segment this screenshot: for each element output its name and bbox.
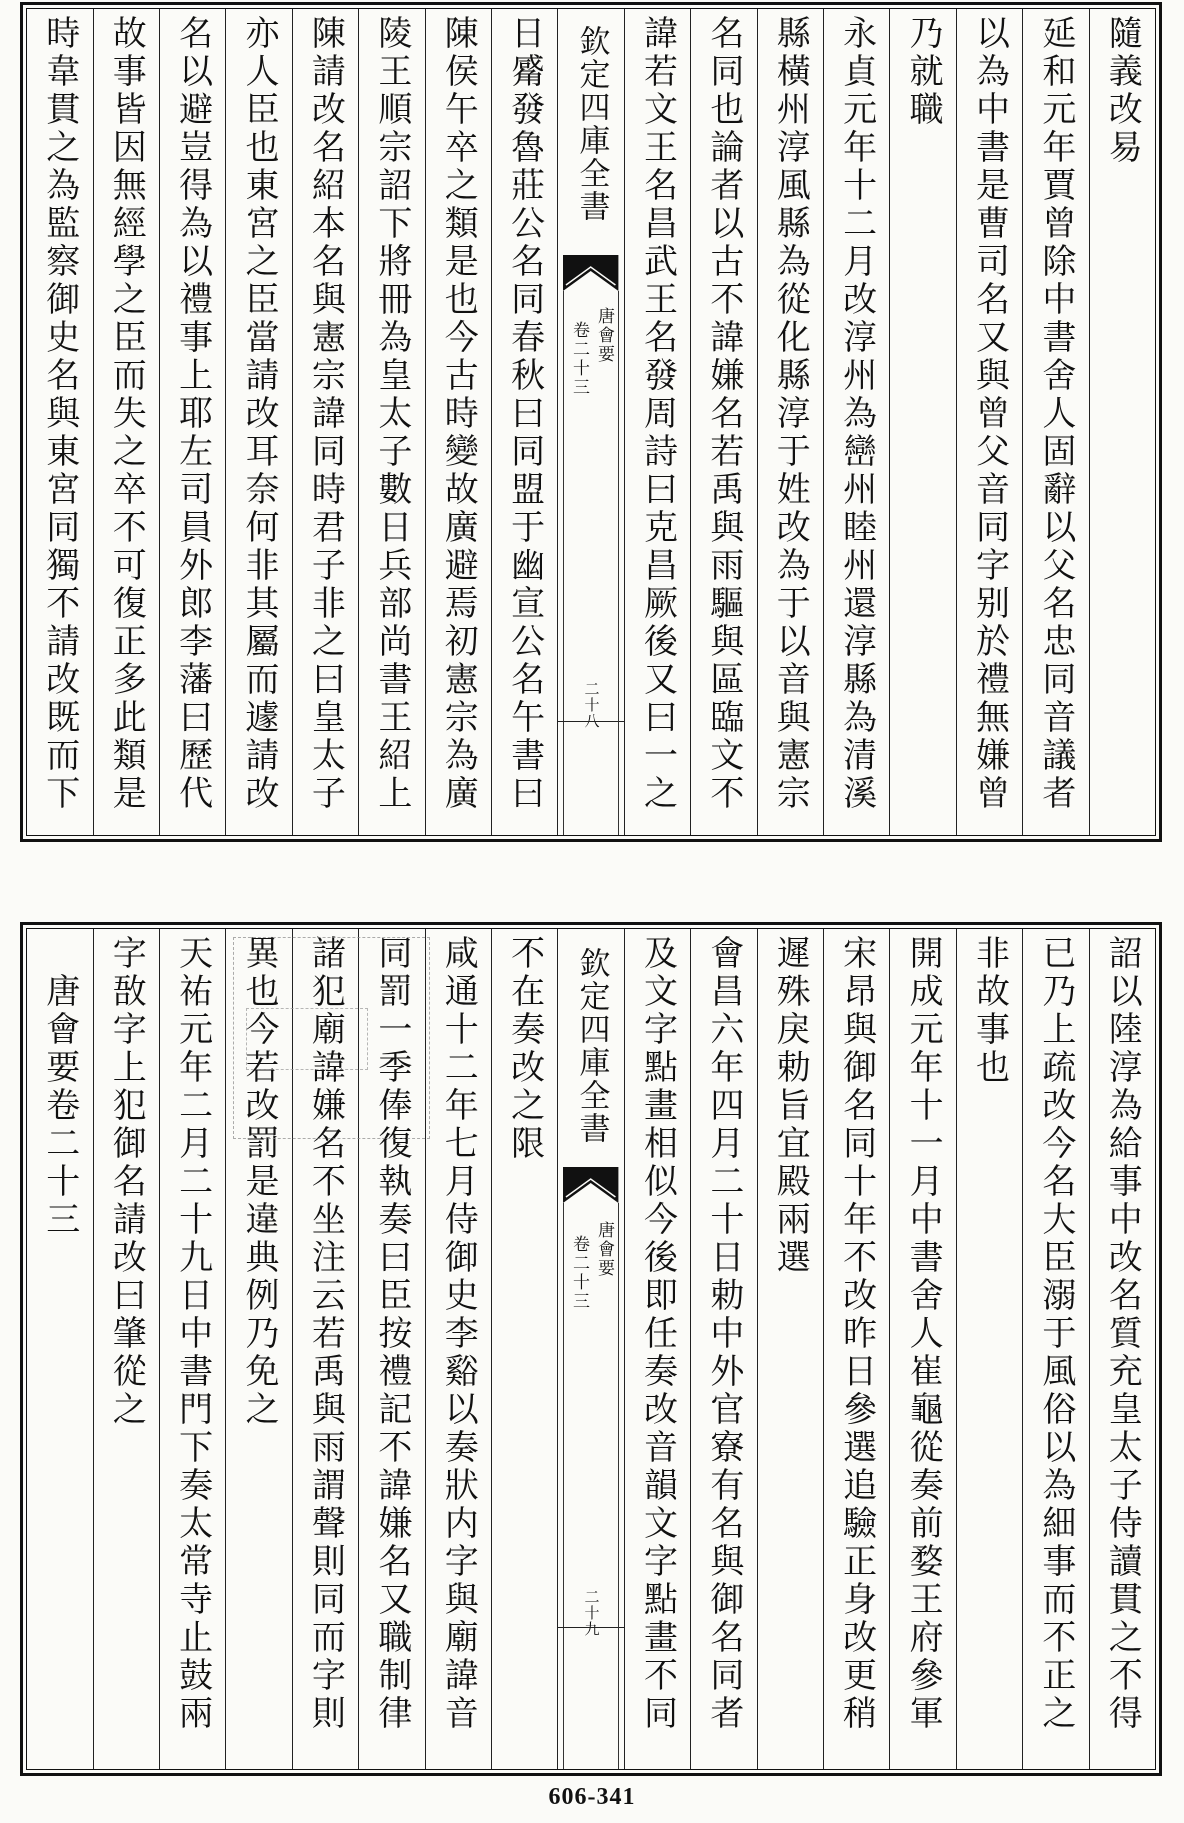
- fold-divider: [558, 721, 623, 722]
- text-column: [93, 929, 159, 1769]
- text-column: [358, 9, 424, 835]
- column-text: 隨義改易: [1102, 15, 1143, 167]
- text-column: [889, 9, 955, 835]
- fold-caption: [558, 307, 623, 397]
- column-text: 及文字點畫相似今後即任奏改音韻文字點畫不同: [637, 935, 678, 1733]
- text-column: [956, 929, 1022, 1769]
- column-text: 名以避豈得為以禮事上耶左司員外郎李藩曰歷代: [172, 15, 213, 813]
- column-text: 異也今若改罰是違典例乃免之: [239, 935, 280, 1429]
- column-text: 天祐元年二月二十九日中書門下奏太常寺止鼓兩: [172, 935, 213, 1733]
- text-column: [1022, 9, 1088, 835]
- fold-caption: [558, 1221, 623, 1311]
- text-column: [93, 9, 159, 835]
- column-text: 乃就職: [903, 15, 944, 129]
- column-text: 不在奏改之限: [504, 935, 545, 1163]
- column-text: 諱若文王名昌武王名發周詩曰克昌厥後又曰一之: [637, 15, 678, 813]
- text-column: [624, 9, 690, 835]
- text-column: [292, 929, 358, 1769]
- page-code: 606-341: [548, 1784, 636, 1810]
- text-column: [1089, 929, 1155, 1769]
- text-column: [823, 929, 889, 1769]
- column-text: 非故事也: [969, 935, 1010, 1087]
- column-text: 已乃上疏改今名大臣溺于風俗以為細事而不正之: [1035, 935, 1076, 1733]
- center-fold-column: [557, 929, 623, 1769]
- column-text: 開成元年十一月中書舍人崔龜從奏前婺王府參軍: [903, 935, 944, 1733]
- text-column: [292, 9, 358, 835]
- column-text: 亦人臣也東宮之臣當請改耳奈何非其屬而遽請改: [239, 15, 280, 813]
- volume-label: 卷二十三: [569, 321, 590, 397]
- lower-page-columns: [26, 928, 1156, 1770]
- upper-page-columns: [26, 8, 1156, 836]
- text-column: [1089, 9, 1155, 835]
- text-column: [491, 929, 557, 1769]
- column-text: 縣橫州淳風縣為從化縣淳于姓改為于以音與憲宗: [770, 15, 811, 813]
- text-column: [225, 9, 291, 835]
- text-column: [1022, 929, 1088, 1769]
- column-text: 以為中書是曹司名又與曾父音同字别於禮無嫌曾: [969, 15, 1010, 813]
- center-fold-column: [557, 9, 623, 835]
- column-text: 名同也論者以古不諱嫌名若禹與雨驅與區臨文不: [703, 15, 744, 813]
- text-column: [956, 9, 1022, 835]
- column-text: 諸犯廟諱嫌名不坐注云若禹與雨謂聲則同而字則: [305, 935, 346, 1733]
- book-title: 唐會要: [594, 1221, 615, 1278]
- chapter-end-title: 唐會要卷二十三: [39, 973, 80, 1239]
- column-text: 陳侯午卒之類是也今古時變故廣避焉初憲宗為廣: [438, 15, 479, 813]
- text-column: [159, 9, 225, 835]
- column-text: 延和元年賈曾除中書舍人固辭以父名忠同音議者: [1035, 15, 1076, 813]
- fishtail-mark: [563, 255, 618, 291]
- column-text: 時韋貫之為監察御史名與東宮同獨不請改既而下: [39, 15, 80, 813]
- column-text: 故事皆因無經學之臣而失之卒不可復正多此類是: [106, 15, 147, 813]
- text-column: [358, 929, 424, 1769]
- column-text: 咸通十二年七月侍御史李谿以奏狀内字與廟諱音: [438, 935, 479, 1733]
- column-text: 日觱發魯莊公名同春秋曰同盟于幽宣公名午書曰: [504, 15, 545, 813]
- column-text: 同罰一季俸復執奏曰臣按禮記不諱嫌名又職制律: [371, 935, 412, 1733]
- upper-page-frame: [20, 2, 1162, 842]
- column-text: 宋昂與御名同十年不改昨日參選追驗正身改更稍: [836, 935, 877, 1733]
- chapter-end-column: [27, 929, 92, 1769]
- text-column: [823, 9, 889, 835]
- collection-title: 欽定四庫全書: [573, 25, 610, 223]
- text-column: [889, 929, 955, 1769]
- text-column: [27, 9, 92, 835]
- text-column: [624, 929, 690, 1769]
- column-text: 詔以陸淳為給事中改名質充皇太子侍讀貫之不得: [1102, 935, 1143, 1733]
- text-column: [690, 9, 756, 835]
- folio-number: 二十九: [582, 1589, 601, 1637]
- volume-label: 卷二十三: [569, 1235, 590, 1311]
- lower-page-frame: [20, 922, 1162, 1776]
- text-column: [225, 929, 291, 1769]
- column-text: 遲殊戾勅旨宜殿兩選: [770, 935, 811, 1277]
- column-text: 永貞元年十二月改淳州為巒州睦州還淳縣為清溪: [836, 15, 877, 813]
- fishtail-mark: [563, 1167, 618, 1203]
- folio-number: 二十八: [582, 681, 601, 729]
- column-text: 陳請改名紹本名與憲宗諱同時君子非之曰皇太子: [305, 15, 346, 813]
- text-column: [757, 9, 823, 835]
- text-column: [159, 929, 225, 1769]
- column-text: 會昌六年四月二十日勅中外官寮有名與御名同者: [703, 935, 744, 1733]
- text-column: [425, 929, 491, 1769]
- text-column: [690, 929, 756, 1769]
- book-title: 唐會要: [594, 307, 615, 364]
- text-column: [425, 9, 491, 835]
- column-text: 陵王順宗詔下將冊為皇太子數日兵部尚書王紹上: [371, 15, 412, 813]
- fold-divider: [558, 1627, 623, 1628]
- column-text: 字敔字上犯御名請改曰肇從之: [106, 935, 147, 1429]
- collection-title: 欽定四庫全書: [573, 947, 610, 1145]
- text-column: [757, 929, 823, 1769]
- text-column: [491, 9, 557, 835]
